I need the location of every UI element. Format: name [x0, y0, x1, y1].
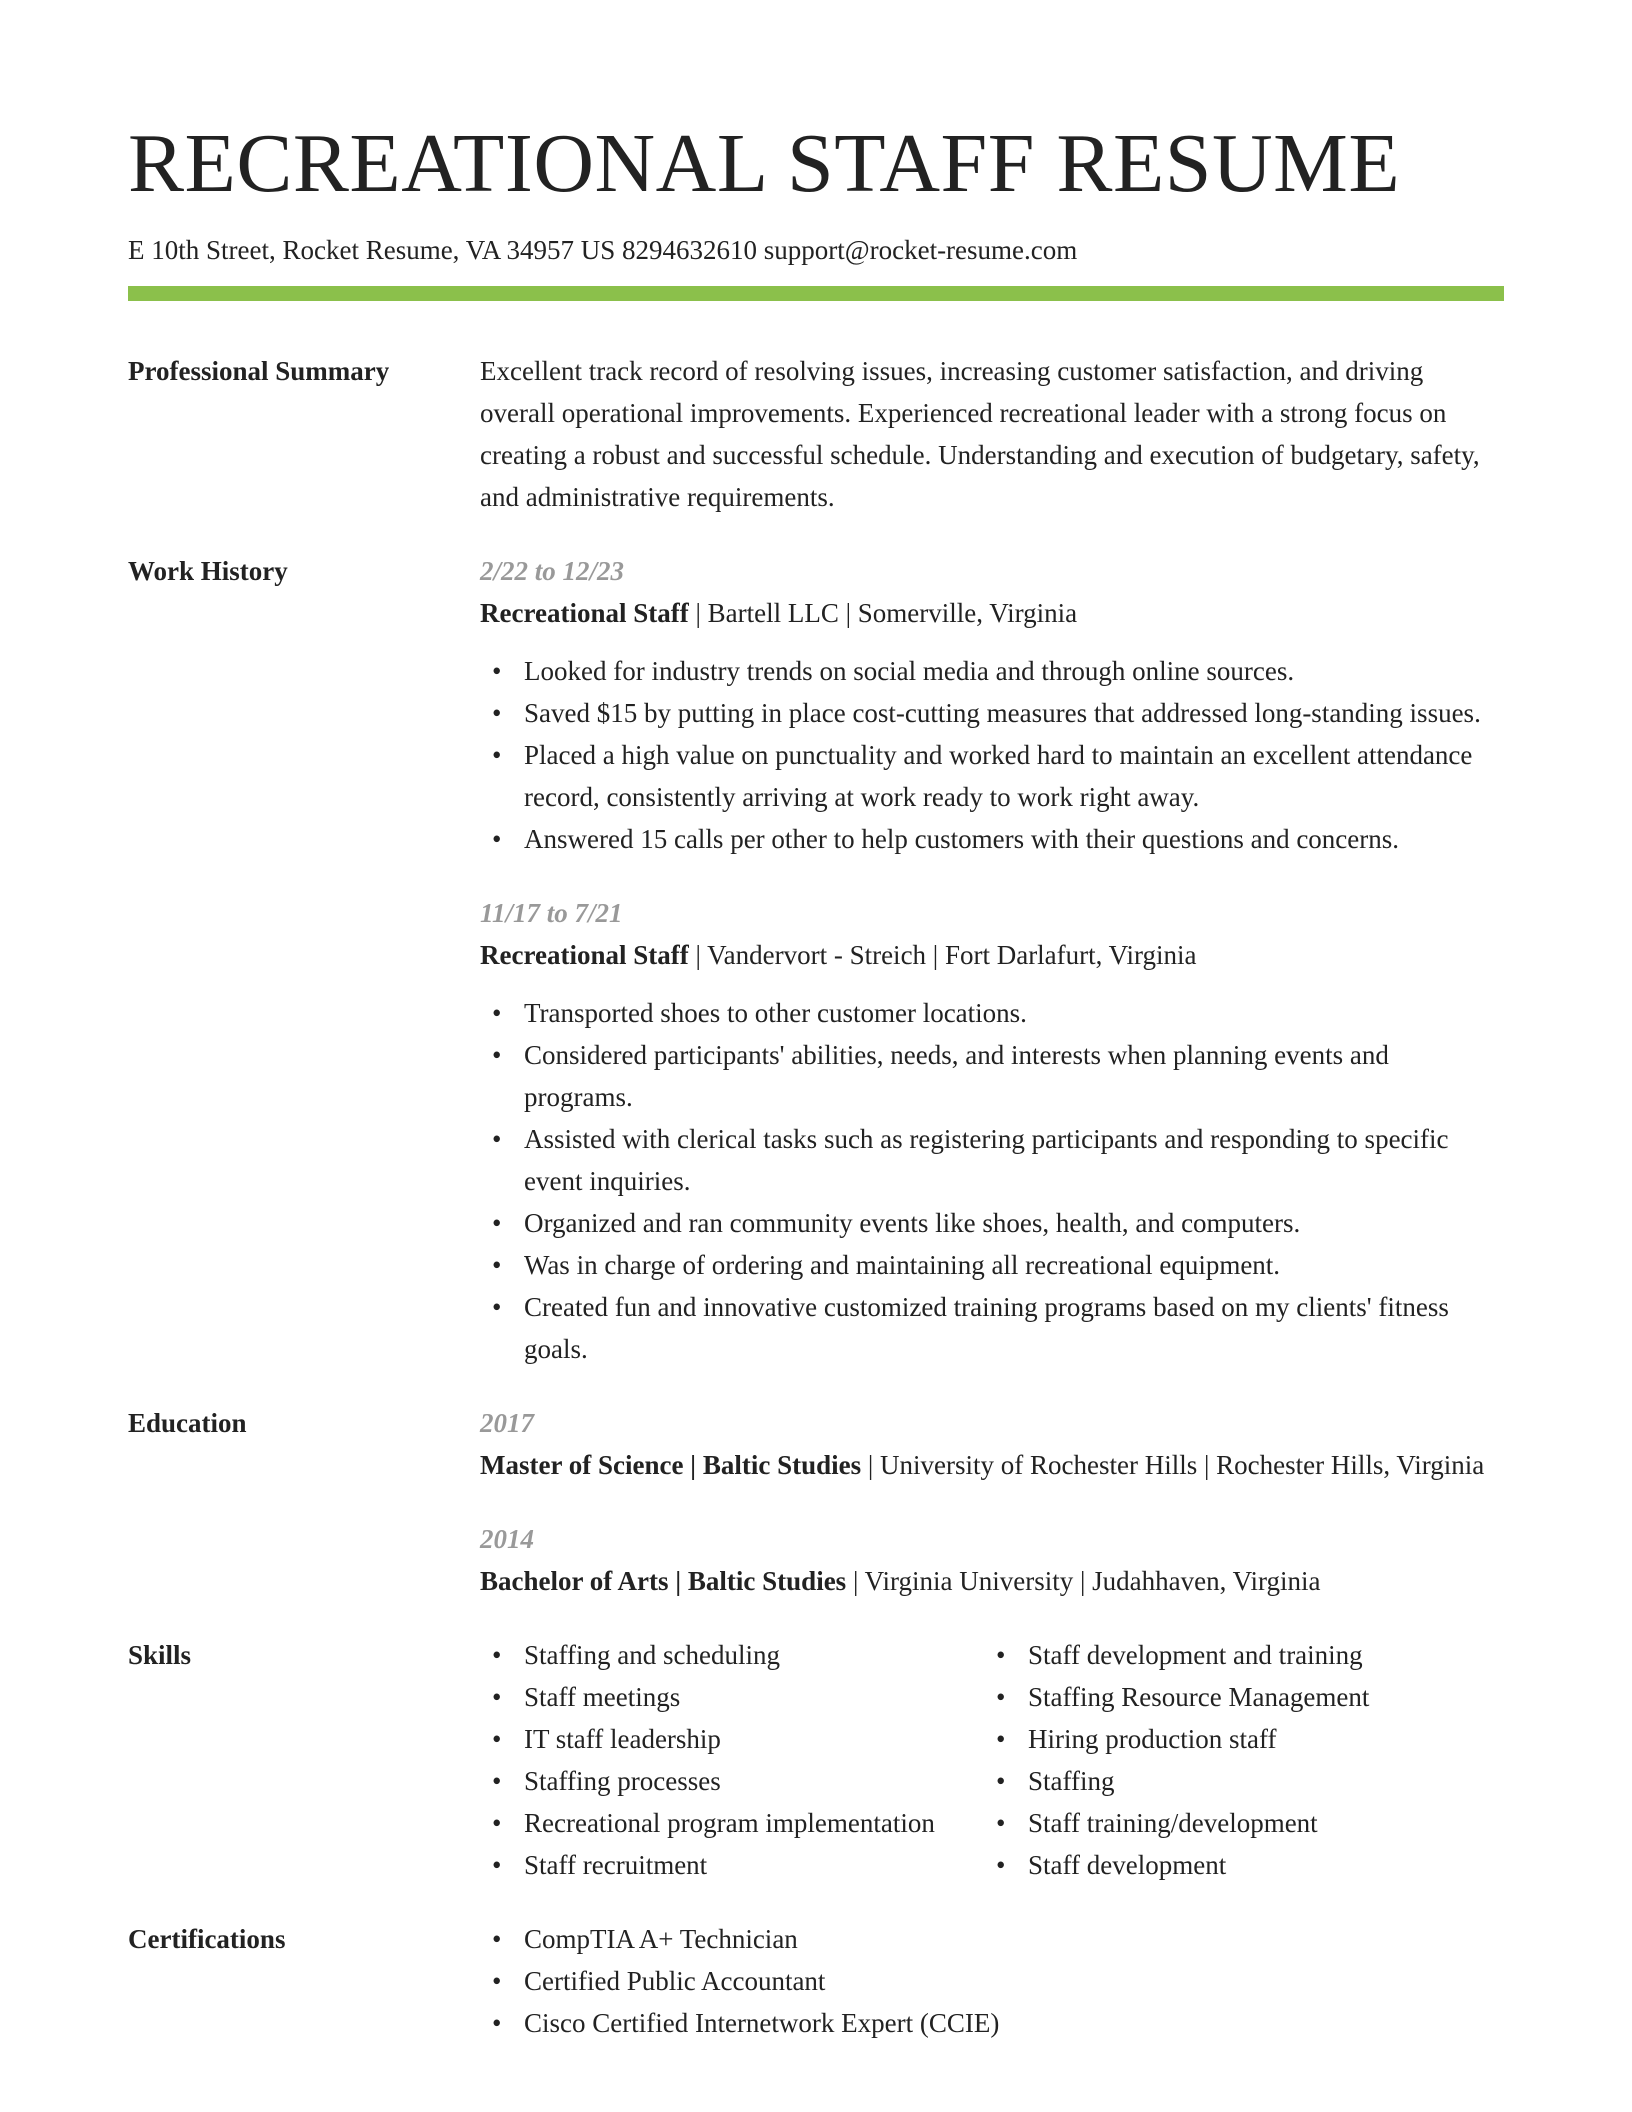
bullet-icon: •: [996, 1724, 1006, 1754]
section-label-certifications: Certifications: [128, 1924, 286, 1954]
contact-line: E 10th Street, Rocket Resume, VA 34957 US 8294632610 support@rocket-resume.com: [128, 235, 1078, 265]
section-label-education: Education: [128, 1408, 247, 1438]
skills-column-left: [480, 1634, 984, 1886]
certifications-content: [480, 1918, 1504, 2044]
job-bullet: [480, 1118, 1504, 1202]
skills-content: [480, 1634, 1504, 1886]
certifications-section: [128, 1918, 1504, 2044]
job-bullet: [480, 1034, 1504, 1118]
bullet-icon: •: [492, 824, 502, 854]
bullet-icon: •: [492, 998, 502, 1028]
job-bullet: [480, 818, 1504, 860]
skill-item: [984, 1844, 1488, 1886]
bullet-icon: •: [492, 1724, 502, 1754]
skill-text: Staffing: [1028, 1766, 1115, 1796]
bullet-text: Organized and ran community events like shoes, health, and computers.: [524, 1208, 1301, 1238]
bullet-icon: •: [492, 1850, 502, 1880]
certification-item: [480, 2002, 1504, 2044]
bullet-text: Answered 15 calls per other to help customers with their questions and concerns.: [524, 824, 1400, 854]
job-dates: 2/22 to 12/23: [480, 556, 625, 586]
skills-grid: [480, 1634, 1504, 1886]
bullet-icon: •: [492, 1040, 502, 1070]
bullet-text: Placed a high value on punctuality and worked hard to maintain an excellent attendance record, consistently arriving at work ready to work right away.: [524, 740, 1473, 812]
job-bullet: [480, 1286, 1504, 1370]
certification-item: [480, 1960, 1504, 2002]
bullet-text: Assisted with clerical tasks such as registering participants and responding to specific event inquiries.: [524, 1124, 1449, 1196]
job-details: | Vandervort - Streich | Fort Darlafurt, Virginia: [688, 940, 1197, 970]
skill-item: [984, 1718, 1488, 1760]
education-year: 2017: [480, 1408, 534, 1438]
job-bullet: [480, 1202, 1504, 1244]
job-entry: [480, 550, 1504, 860]
bullet-text: Looked for industry trends on social media and through online sources.: [524, 656, 1295, 686]
skill-text: IT staff leadership: [524, 1724, 721, 1754]
bullet-icon: •: [492, 2008, 502, 2038]
skill-item: [984, 1760, 1488, 1802]
bullet-icon: •: [492, 1640, 502, 1670]
education-heading: [480, 1560, 1504, 1602]
job-heading: [480, 592, 1504, 634]
job-entry: [480, 892, 1504, 1370]
resume-sections: [128, 350, 1504, 2076]
job-title: Recreational Staff: [480, 598, 689, 628]
skill-item: [480, 1634, 984, 1676]
skill-item: [480, 1802, 984, 1844]
job-title: Recreational Staff: [480, 940, 689, 970]
skill-item: [984, 1634, 1488, 1676]
bullet-icon: •: [996, 1682, 1006, 1712]
bullet-icon: •: [996, 1766, 1006, 1796]
certification-text: Cisco Certified Internetwork Expert (CCIE): [524, 2008, 1000, 2038]
skill-item: [480, 1676, 984, 1718]
job-bullet: [480, 650, 1504, 692]
bullet-text: Transported shoes to other customer locations.: [524, 998, 1027, 1028]
education-degree: Master of Science | Baltic Studies: [480, 1450, 862, 1480]
section-label-skills: Skills: [128, 1640, 192, 1670]
skill-item: [480, 1844, 984, 1886]
job-heading: [480, 934, 1504, 976]
bullet-icon: •: [996, 1640, 1006, 1670]
certification-text: CompTIA A+ Technician: [524, 1924, 798, 1954]
accent-divider: [128, 286, 1504, 301]
skills-list-right: [984, 1634, 1488, 1886]
skill-text: Staffing processes: [524, 1766, 721, 1796]
education-year: 2014: [480, 1524, 534, 1554]
bullet-icon: •: [492, 1208, 502, 1238]
section-label-work-history: Work History: [128, 556, 288, 586]
certifications-list: [480, 1918, 1504, 2044]
education-details: | University of Rochester Hills | Rochester Hills, Virginia: [861, 1450, 1485, 1480]
skill-text: Staffing and scheduling: [524, 1640, 780, 1670]
education-degree: Bachelor of Arts | Baltic Studies: [480, 1566, 847, 1596]
bullet-icon: •: [492, 1766, 502, 1796]
job-dates: 11/17 to 7/21: [480, 898, 623, 928]
skill-text: Staffing Resource Management: [1028, 1682, 1370, 1712]
bullet-text: Was in charge of ordering and maintaining all recreational equipment.: [524, 1250, 1281, 1280]
job-bullet: [480, 1244, 1504, 1286]
skill-text: Staff meetings: [524, 1682, 681, 1712]
skill-item: [480, 1760, 984, 1802]
job-bullet: [480, 734, 1504, 818]
bullet-icon: •: [492, 1966, 502, 1996]
bullet-text: Considered participants' abilities, needs, and interests when planning events and programs.: [524, 1040, 1389, 1112]
job-details: | Bartell LLC | Somerville, Virginia: [688, 598, 1078, 628]
skill-text: Staff development: [1028, 1850, 1227, 1880]
bullet-icon: •: [996, 1850, 1006, 1880]
summary-content: [480, 350, 1504, 518]
education-section: [128, 1402, 1504, 1602]
bullet-icon: •: [492, 740, 502, 770]
education-entry: [480, 1518, 1504, 1602]
skill-item: [984, 1676, 1488, 1718]
skill-text: Staff development and training: [1028, 1640, 1363, 1670]
bullet-icon: •: [996, 1808, 1006, 1838]
skill-item: [480, 1718, 984, 1760]
skill-item: [984, 1802, 1488, 1844]
resume-title: RECREATIONAL STAFF RESUME: [128, 117, 1401, 210]
skill-text: Staff recruitment: [524, 1850, 708, 1880]
bullet-icon: •: [492, 1250, 502, 1280]
bullet-icon: •: [492, 698, 502, 728]
skill-text: Hiring production staff: [1028, 1724, 1277, 1754]
bullet-icon: •: [492, 1682, 502, 1712]
section-label-summary: Professional Summary: [128, 356, 390, 386]
job-bullets: [480, 650, 1504, 860]
job-bullet: [480, 692, 1504, 734]
bullet-text: Created fun and innovative customized training programs based on my clients' fitness goals.: [524, 1292, 1449, 1364]
education-entry: [480, 1402, 1504, 1486]
skills-section: [128, 1634, 1504, 1886]
work-history-section: [128, 550, 1504, 1370]
summary-section: [128, 350, 1504, 518]
job-bullets: [480, 992, 1504, 1370]
summary-text: Excellent track record of resolving issues, increasing customer satisfaction, and driving overall operational improvements. Experienced recreational leader with a strong focus on creating a robust and successful schedule. Understanding and execution of budgetary, safety, and administrative requirements.: [480, 356, 1480, 512]
bullet-icon: •: [492, 1924, 502, 1954]
skill-text: Recreational program implementation: [524, 1808, 935, 1838]
bullet-icon: •: [492, 656, 502, 686]
certification-text: Certified Public Accountant: [524, 1966, 826, 1996]
bullet-icon: •: [492, 1124, 502, 1154]
bullet-icon: •: [492, 1808, 502, 1838]
skill-text: Staff training/development: [1028, 1808, 1318, 1838]
education-details: | Virginia University | Judahhaven, Virginia: [846, 1566, 1321, 1596]
certification-item: [480, 1918, 1504, 1960]
bullet-text: Saved $15 by putting in place cost-cutting measures that addressed long-standing issues.: [524, 698, 1481, 728]
bullet-icon: •: [492, 1292, 502, 1322]
job-bullet: [480, 992, 1504, 1034]
education-content: [480, 1402, 1504, 1602]
skills-list-left: [480, 1634, 984, 1886]
work-history-content: [480, 550, 1504, 1370]
education-heading: [480, 1444, 1504, 1486]
skills-column-right: [984, 1634, 1488, 1886]
